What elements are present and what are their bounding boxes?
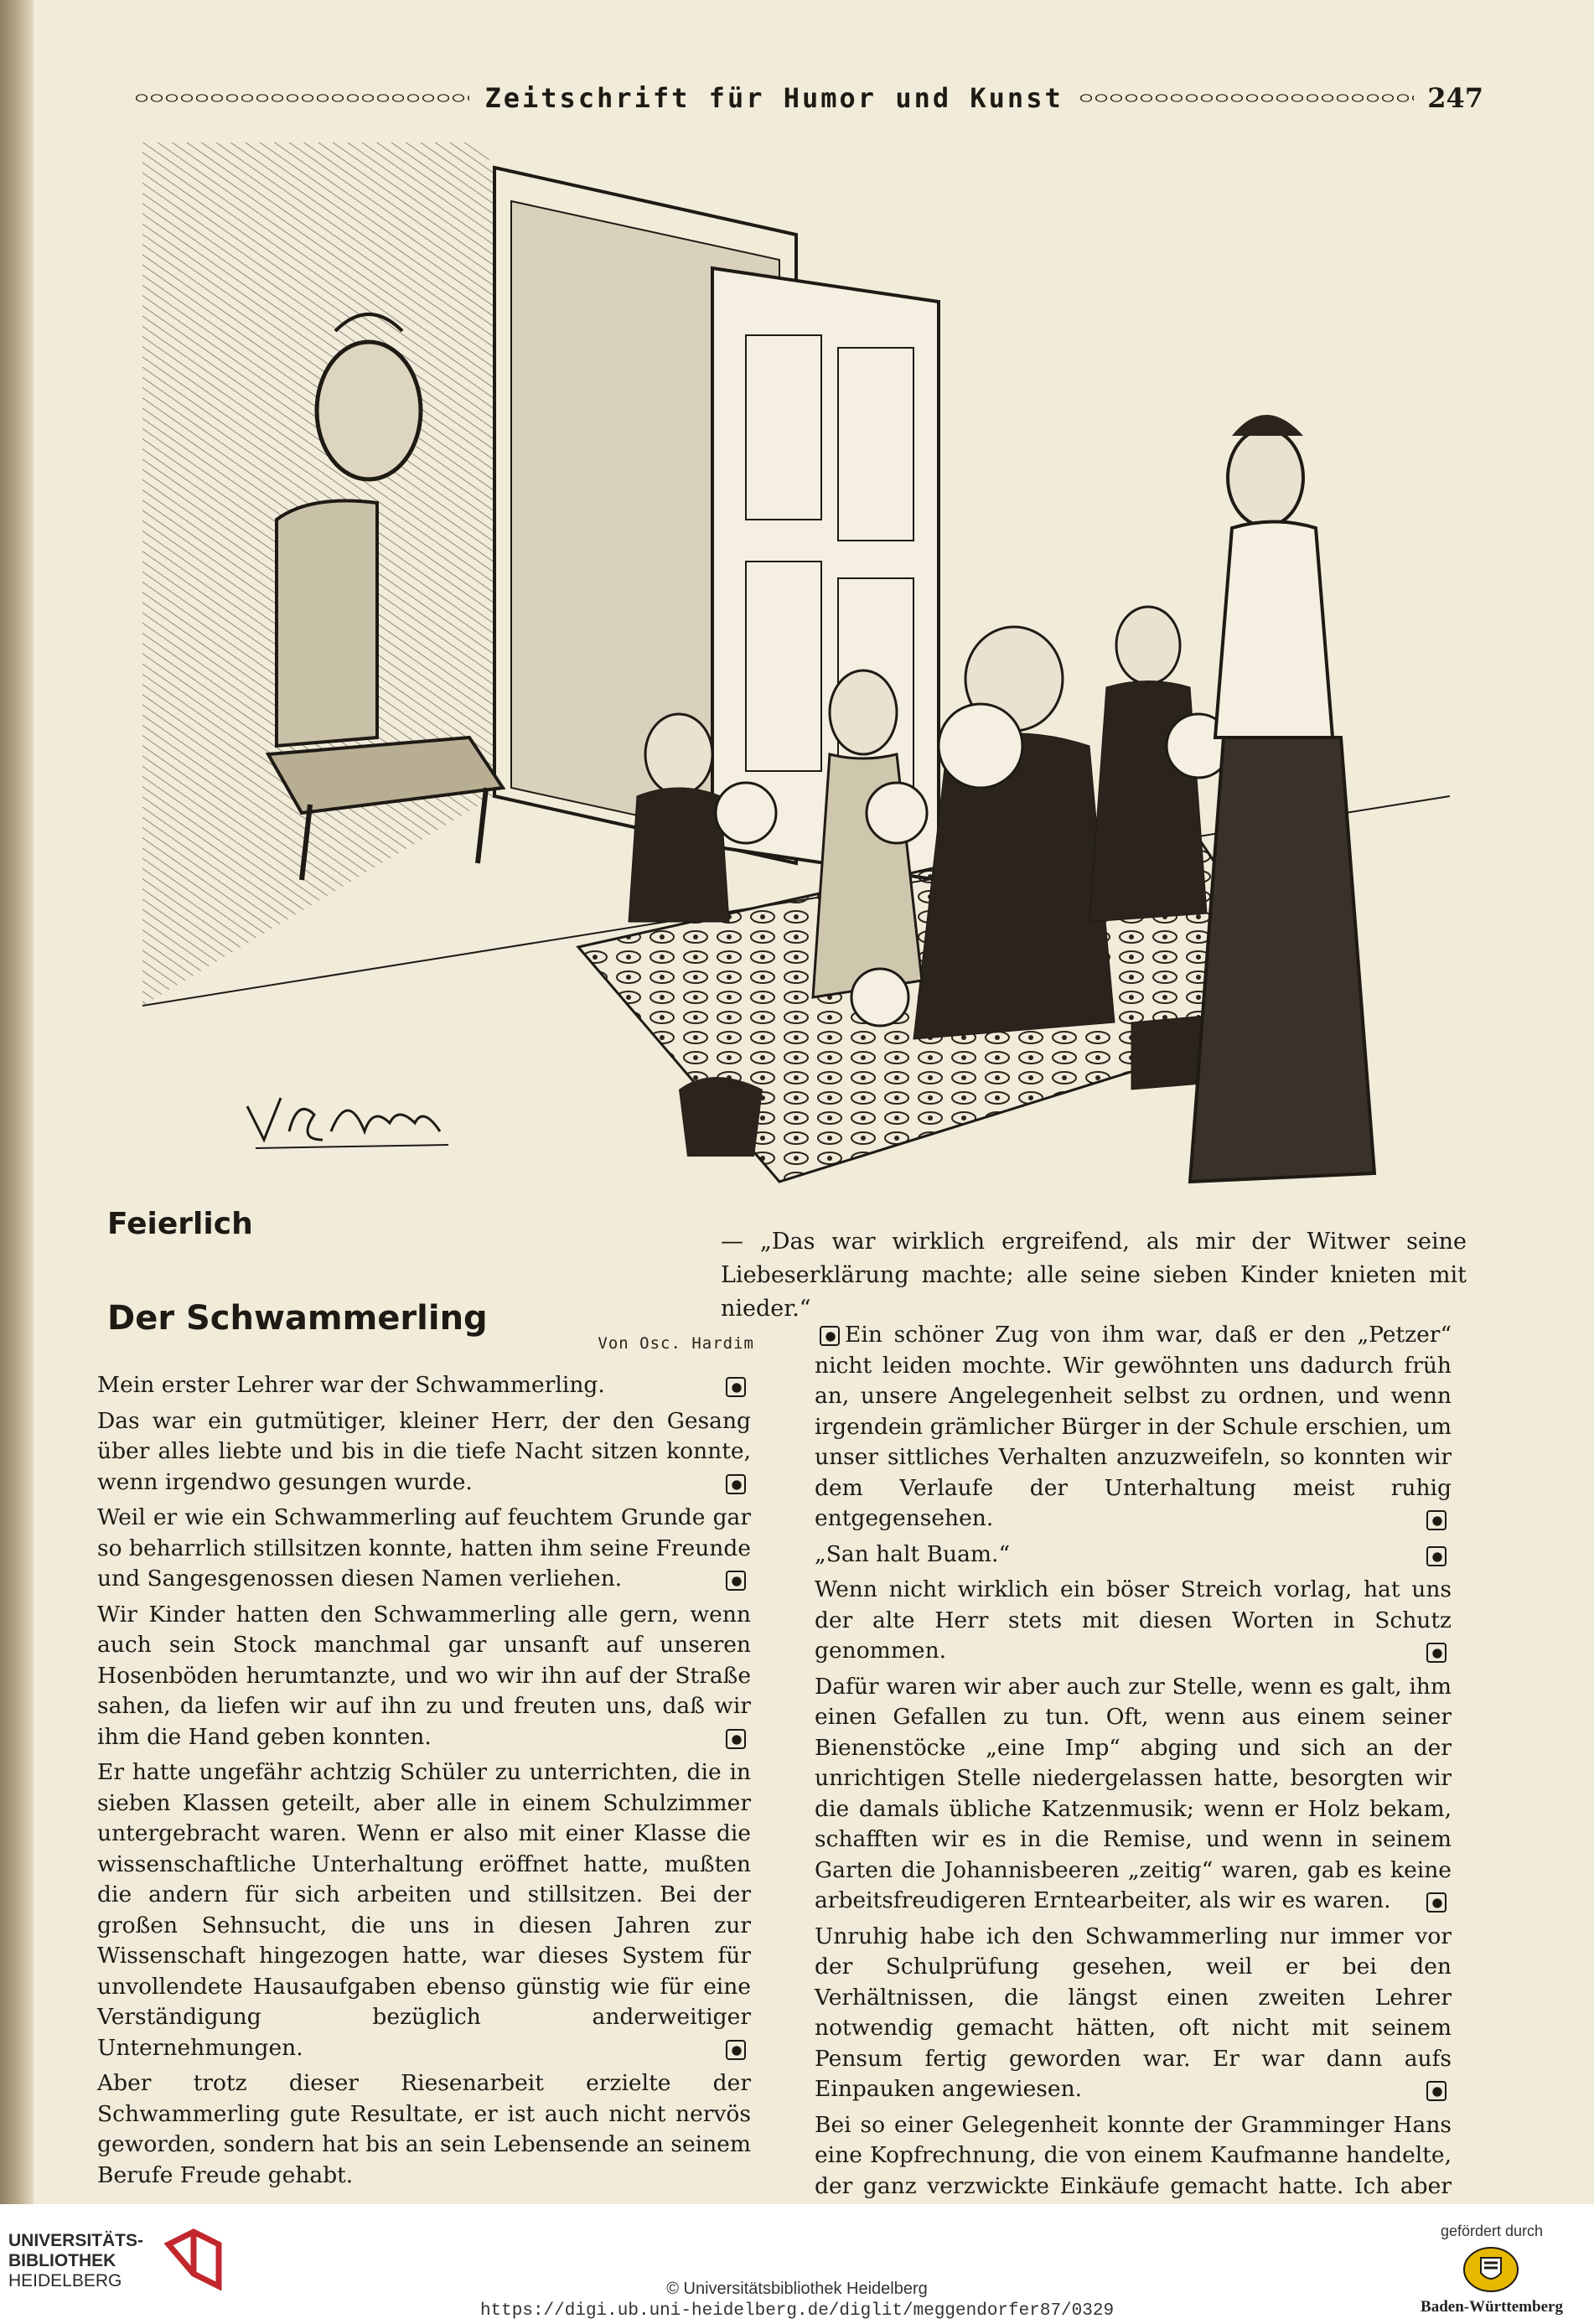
- section-mark-icon: [1426, 1892, 1447, 1913]
- paragraph: Er hatte ungefähr achtzig Schüler zu unterrichten, die in sieben Klassen geteilt, aber alle in einem Schulzimmer untergebracht waren. Wenn er also mit einer Klasse die wissenschaftliche Unterhaltung eröffnet hatte, mußten die andern für sich arbeiten und stillsitzen. Bei der großen Sehnsucht, die uns in diesen Jahren zur Wissenschaft hingezogen hatte, war dieses System für unvollendete Hausaufgaben ebenso günstig wie für eine Verständigung bezüglich anderweitiger Unternehmungen.: [97, 1759, 751, 2061]
- section-mark-icon: [1426, 1643, 1447, 1663]
- permalink[interactable]: https://digi.ub.uni-heidelberg.de/diglit/meggendorfer87/0329: [479, 2301, 1115, 2321]
- caption-text: — „Das war wirklich ergreifend, als mir der Witwer seine Liebeserklärung machte; alle seine sieben Kinder knieten mit nieder.“: [721, 1229, 1467, 1322]
- paragraph: Ein schöner Zug von ihm war, daß er den „Petzer“ nicht leiden mochte. Wir gewöhnten uns dadurch früh an, unsere Angelegenheit selbst zu ordnen, und wenn irgendein grämlicher Bürger in der Schule erschien, um unser sittliches Verhalten anzuzweifeln, so konnten wir dem Verlaufe der Unterhaltung meist ruhig entgegensehen.: [815, 1322, 1452, 1531]
- article-column-right: [815, 1320, 1452, 2268]
- page-number: 247: [1427, 82, 1483, 114]
- book-spine-shadow: [0, 0, 34, 2204]
- section-mark-icon: [726, 1571, 746, 1591]
- paragraph: Das war ein gutmütiger, kleiner Herr, der den Gesang über alles liebte und bis in die tiefe Nacht sitzen konnte, wenn irgendwo gesungen wurde.: [97, 1407, 751, 1495]
- section-mark-icon: [1426, 1510, 1447, 1530]
- paragraph: Mein erster Lehrer war der Schwammerling.: [97, 1370, 751, 1401]
- paragraph: Weil er wie ein Schwammerling auf feuchtem Grunde gar so beharrlich stillsitzen konnte, hatten ihm seine Freunde und Sangesgenossen diesen Namen verliehen.: [97, 1504, 751, 1592]
- byline: Von Osc. Hardim: [598, 1334, 754, 1353]
- ornament-left: [134, 91, 469, 106]
- digitization-footer: [0, 2204, 1594, 2324]
- section-mark-icon: [726, 2040, 746, 2060]
- article-title: Der Schwammerling: [107, 1299, 488, 1338]
- paragraph: Wir Kinder hatten den Schwammerling alle gern, wenn auch sein Stock manchmal gar unsanft auf unseren Hosenböden herumtanzte, und wo wir ihn auf der Straße sahen, da liefen wir auf ihn zu und freuten uns, daß wir ihm die Hand geben konnten.: [97, 1601, 751, 1750]
- section-mark-icon: [726, 1377, 746, 1397]
- ornament-right: [1079, 91, 1414, 106]
- section-mark-icon: [1426, 1546, 1447, 1566]
- paragraph: Unruhig habe ich den Schwammerling nur immer vor der Schulprüfung gesehen, weil er bei den Verhältnissen, die längst einen zweiten Lehrer notwendig gemacht hätten, oft nicht mit seinem Pensum fertig geworden war. Er war dann aufs Einpauken angewiesen.: [815, 1923, 1452, 2102]
- paragraph: Aber trotz dieser Riesenarbeit erzielte der Schwammerling gute Resultate, er ist auch nicht nervös geworden, sondern hat bis an sein Lebensende an seinem Berufe Freude gehabt.: [97, 2070, 751, 2188]
- illustration: [142, 142, 1450, 1207]
- section-mark-icon: [820, 1326, 840, 1346]
- state-crest-icon: [1462, 2246, 1519, 2293]
- paragraph: Dafür waren wir aber auch zur Stelle, wenn es galt, ihm einen Gefallen zu tun. Oft, wenn aus einem seiner Bienenstöcke „eine Imp“ abging und sich an der unrichtigen Stelle niedergelassen hatte, besorgten wir die damals übliche Katzenmusik; wenn er Holz bekam, schafften wir es in die Remise, und wenn in seinem Garten die Johannisbeeren „zeitig“ waren, gab es keine arbeitsfreudigeren Erntearbeiter, als wir es waren.: [815, 1673, 1452, 1913]
- illustration-drawing: [142, 142, 1450, 1207]
- library-name[interactable]: UNIVERSITÄTS- BIBLIOTHEK HEIDELBERG: [8, 2231, 144, 2290]
- paragraph: Wenn nicht wirklich ein böser Streich vorlag, hat uns der alte Herr stets mit diesen Worten in Schutz genommen.: [815, 1576, 1452, 1664]
- section-mark-icon: [726, 1729, 746, 1749]
- section-mark-icon: [726, 1474, 746, 1494]
- caption-heading: Feierlich: [107, 1207, 253, 1241]
- copyright-notice: © Universitätsbibliothek Heidelberg: [666, 2280, 928, 2298]
- section-mark-icon: [1426, 2081, 1447, 2101]
- running-head: [134, 77, 1483, 119]
- sponsor-label: gefördert durch: [1440, 2223, 1544, 2239]
- artist-signature: [239, 1081, 457, 1157]
- journal-title: Zeitschrift für Humor und Kunst: [484, 82, 1064, 114]
- paragraph: Bei so einer Gelegenheit konnte der Gramminger Hans eine Kopfrechnung, die von einem Kaufmanne handelte, der ganz verzwickte Einkäufe gemacht hatte. Ich aber: [815, 2111, 1452, 2199]
- article-column-left: [97, 1370, 751, 2196]
- paragraph: „San halt Buam.“: [815, 1540, 1452, 1571]
- sponsor-name: Baden-Württemberg: [1421, 2298, 1563, 2316]
